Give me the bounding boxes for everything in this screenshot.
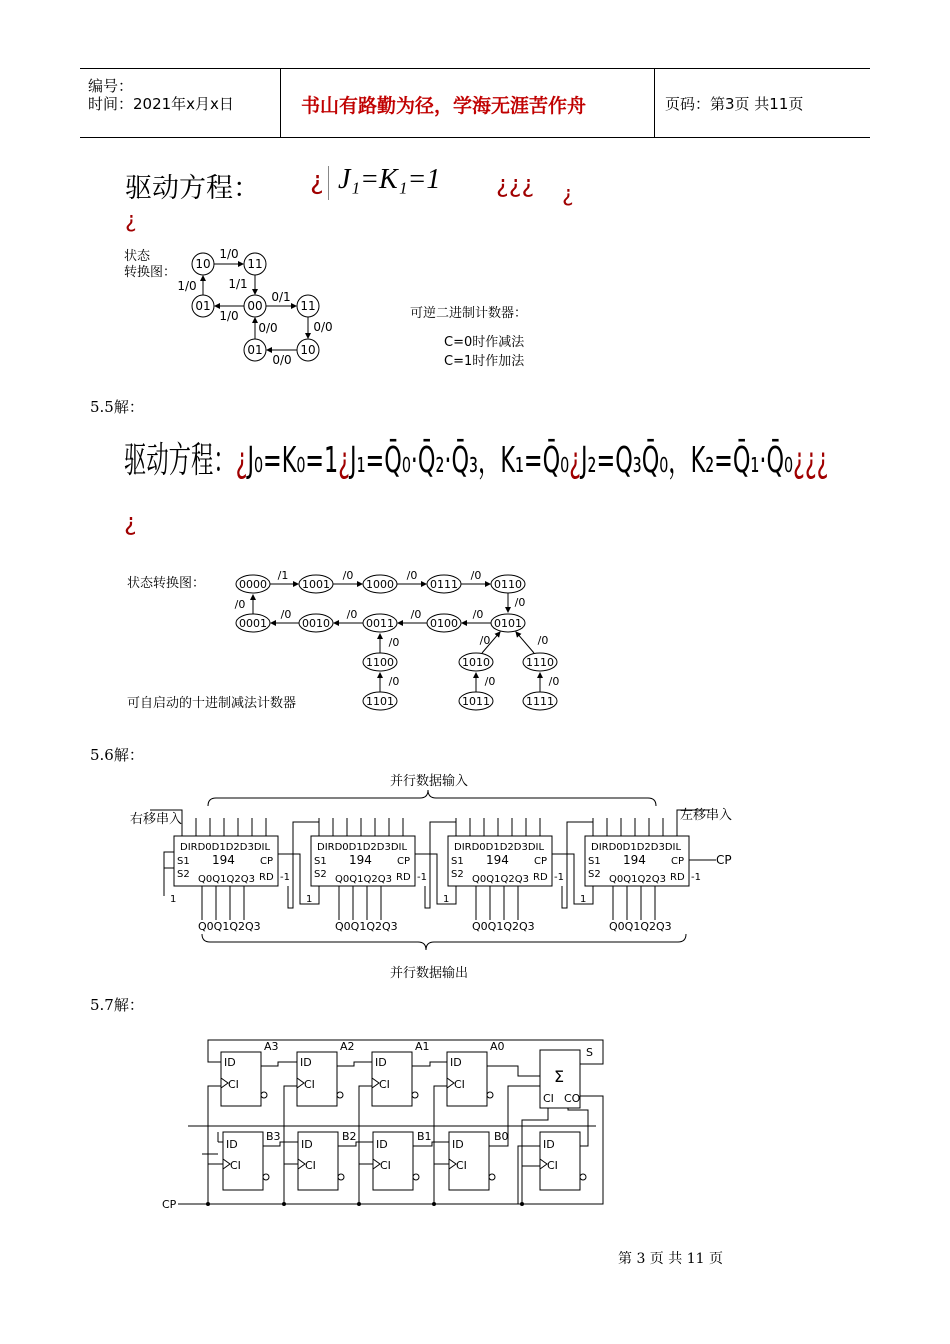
edge-label: /0 (406, 569, 418, 582)
ff-ci: CI (305, 1159, 316, 1172)
chip-s2: S2 (314, 869, 327, 880)
chip-q: Q0Q1Q2Q3 (335, 874, 392, 885)
sec54-desc-c1: C=1时作加法 (444, 354, 525, 369)
header-motto-cell (281, 69, 655, 137)
ff-id: ID (543, 1138, 555, 1151)
output-labels: Q0Q1Q2Q3 (198, 920, 261, 933)
output-labels: Q0Q1Q2Q3 (472, 920, 535, 933)
label-b0: B0 (494, 1130, 509, 1143)
eq-j2: J₂=Q₃Q̄₀ (580, 440, 669, 481)
ff-id: ID (375, 1056, 387, 1069)
edge-label: /0 (479, 634, 491, 647)
edge-label: 0/0 (258, 321, 278, 335)
chip-s2: S2 (588, 869, 601, 880)
edge-label: /0 (548, 675, 560, 688)
sum-output-s: S (586, 1046, 593, 1059)
rd-tie: -1 (280, 872, 290, 883)
chip-q: Q0Q1Q2Q3 (472, 874, 529, 885)
edge-label: /0 (280, 608, 292, 621)
state-node: 0110 (494, 578, 522, 591)
chip-number: 194 (623, 853, 646, 867)
label-b2: B2 (342, 1130, 357, 1143)
output-labels: Q0Q1Q2Q3 (609, 920, 672, 933)
state-10: 10 (195, 257, 211, 271)
label-b1: B1 (417, 1130, 432, 1143)
edge-label: /0 (234, 598, 246, 611)
edge-label: /0 (470, 569, 482, 582)
edge-label: /0 (484, 675, 496, 688)
chip-pin-top: DIRD0D1D2D3DIL (591, 842, 682, 853)
sec54-desc-title: 可逆二进制计数器： (410, 306, 528, 321)
state-01b: 01 (247, 343, 263, 357)
edge-label: /0 (410, 608, 422, 621)
chip-q: Q0Q1Q2Q3 (609, 874, 666, 885)
state-node: 1001 (302, 578, 330, 591)
sec57-heading: 5.7解： (90, 996, 144, 1014)
page-header (80, 68, 870, 138)
ff-ci: CI (547, 1159, 558, 1172)
chip-q: Q0Q1Q2Q3 (198, 874, 255, 885)
s-tie: 1 (443, 894, 450, 905)
chip-cp: CP (534, 856, 548, 867)
state-node: 0000 (239, 578, 267, 591)
sec55-equation-row (124, 432, 829, 492)
ff-ci: CI (380, 1159, 391, 1172)
page-info: 页码：第3页 共11页 (665, 95, 804, 113)
state-00: 00 (247, 299, 263, 313)
sec56-heading: 5.6解： (90, 746, 144, 764)
sec55-desc: 可自启动的十进制减法计数器 (127, 696, 297, 711)
edge-label: /0 (537, 634, 549, 647)
state-node: 0100 (430, 617, 458, 630)
edge-label: /0 (342, 569, 354, 582)
ff-id: ID (450, 1056, 462, 1069)
chip-pin-top: DIRD0D1D2D3DIL (180, 842, 271, 853)
chip-cp: CP (260, 856, 274, 867)
edge-label: 0/1 (271, 290, 291, 304)
chip-s1: S1 (314, 856, 327, 867)
chip-s2: S2 (177, 869, 190, 880)
ff-ci: CI (230, 1159, 241, 1172)
s-tie: 1 (580, 894, 587, 905)
rd-tie: -1 (691, 872, 701, 883)
state-11: 11 (247, 257, 263, 271)
label-b3: B3 (266, 1130, 281, 1143)
edge-label: 1/1 (228, 277, 248, 291)
sec55-title: 驱动方程： (124, 440, 236, 481)
sum-co: CO (564, 1092, 581, 1105)
sec54-mark: ¿ (310, 166, 324, 196)
ff-ci: CI (228, 1078, 239, 1091)
chip-pin-top: DIRD0D1D2D3DIL (317, 842, 408, 853)
parallel-out-label: 并行数据输出 (390, 966, 469, 981)
chip-s1: S1 (451, 856, 464, 867)
chip-s2: S2 (451, 869, 464, 880)
edge-label: /0 (514, 596, 526, 609)
sec55-mark: ¿ (338, 440, 351, 481)
state-node: 0011 (366, 617, 394, 630)
chip-s1: S1 (588, 856, 601, 867)
ff-id: ID (452, 1138, 464, 1151)
ff-ci: CI (456, 1159, 467, 1172)
label-a1: A1 (415, 1040, 430, 1053)
rd-tie: -1 (417, 872, 427, 883)
ff-id: ID (226, 1138, 238, 1151)
edge-label: 0/0 (313, 320, 333, 334)
edge-label: 0/0 (272, 353, 292, 367)
state-01: 01 (195, 299, 211, 313)
cp-input: CP (716, 853, 732, 867)
number-label: 编号： (88, 77, 134, 95)
edge-label: /0 (346, 608, 358, 621)
rd-tie: -1 (554, 872, 564, 883)
state-node: 1010 (462, 656, 490, 669)
chip-number: 194 (349, 853, 372, 867)
sec54-diagram-label-2: 转换图： (124, 265, 177, 280)
sec54-equation: J₁=K₁=1 (338, 164, 441, 195)
sec55-heading: 5.5解： (90, 398, 144, 416)
state-node: 1110 (526, 656, 554, 669)
state-node: 0010 (302, 617, 330, 630)
header-meta (80, 69, 281, 137)
sec54-desc-c0: C=0时作减法 (444, 335, 525, 350)
left-serial-label: 左移串入 (680, 808, 733, 823)
sec55-mark: ¿ (569, 440, 581, 481)
edge-label: /1 (277, 569, 289, 582)
cp-label: CP (162, 1198, 177, 1211)
chip-rd: RD (259, 872, 274, 883)
ff-ci: CI (304, 1078, 315, 1091)
sec55-trail: ¿¿¿ (792, 440, 829, 481)
edge-label: 1/0 (177, 279, 197, 293)
time-label: 时间：2021年x月x日 (88, 95, 234, 113)
sec54-trail: ¿¿¿ (496, 170, 535, 198)
sec54-title: 驱动方程： (125, 173, 260, 204)
page-footer: 第 3 页 共 11 页 (618, 1251, 723, 1267)
header-page-cell (655, 69, 870, 137)
ff-ci: CI (454, 1078, 465, 1091)
shift-register-circuit (150, 782, 750, 958)
edge-label: /0 (388, 636, 400, 649)
label-a3: A3 (264, 1040, 279, 1053)
edge-label: 1/0 (219, 247, 239, 261)
parallel-in-label: 并行数据输入 (390, 774, 469, 789)
eq-j0k0: J₀=K₀=1 (247, 440, 339, 481)
serial-adder-circuit (158, 1036, 620, 1220)
label-a0: A0 (490, 1040, 505, 1053)
eq-k1: ，K₁=Q̄₀ (478, 440, 570, 481)
state-10b: 10 (300, 343, 316, 357)
s-tie: 1 (170, 894, 177, 905)
state-node: 1111 (526, 695, 554, 708)
sec54-brace (328, 166, 330, 200)
motto: 书山有路勤为径，学海无涯苦作舟 (301, 95, 587, 117)
sec55-diagram-label: 状态转换图： (127, 576, 206, 591)
right-serial-label: 右移串入 (130, 812, 183, 827)
eq-j1: J₁=Q̄₀·Q̄₂·Q̄₃ (350, 440, 479, 481)
edge-label: 1/0 (219, 309, 239, 323)
state-node: 1100 (366, 656, 394, 669)
edge-label: /0 (472, 608, 484, 621)
ff-id: ID (224, 1056, 236, 1069)
state-node: 0111 (430, 578, 458, 591)
label-a2: A2 (340, 1040, 355, 1053)
sum-symbol: Σ (554, 1067, 565, 1086)
edge-label: /0 (388, 675, 400, 688)
chip-rd: RD (533, 872, 548, 883)
state-11b: 11 (300, 299, 316, 313)
s-tie: 1 (306, 894, 313, 905)
chip-pin-top: DIRD0D1D2D3DIL (454, 842, 545, 853)
state-node: 0001 (239, 617, 267, 630)
chip-number: 194 (212, 853, 235, 867)
chip-cp: CP (397, 856, 411, 867)
sec55-orphan: ¿ (124, 508, 137, 536)
state-node: 1000 (366, 578, 394, 591)
eq-k2: ，K₂=Q̄₁·Q̄₀ (668, 440, 793, 481)
ff-id: ID (301, 1138, 313, 1151)
sec55-mark: ¿ (235, 440, 248, 481)
ff-id: ID (300, 1056, 312, 1069)
sec54-orphan: ¿ (125, 208, 137, 233)
chip-cp: CP (671, 856, 685, 867)
chip-s1: S1 (177, 856, 190, 867)
chip-rd: RD (396, 872, 411, 883)
sec54-trail2: ¿ (562, 182, 574, 207)
sum-ci: CI (543, 1092, 554, 1105)
output-labels: Q0Q1Q2Q3 (335, 920, 398, 933)
state-node: 0101 (494, 617, 522, 630)
sec54-state-diagram (170, 240, 360, 370)
state-node: 1101 (366, 695, 394, 708)
chip-rd: RD (670, 872, 685, 883)
chip-number: 194 (486, 853, 509, 867)
ff-ci: CI (379, 1078, 390, 1091)
sec54-diagram-label-1: 状态 (124, 249, 151, 264)
ff-id: ID (376, 1138, 388, 1151)
state-node: 1011 (462, 695, 490, 708)
